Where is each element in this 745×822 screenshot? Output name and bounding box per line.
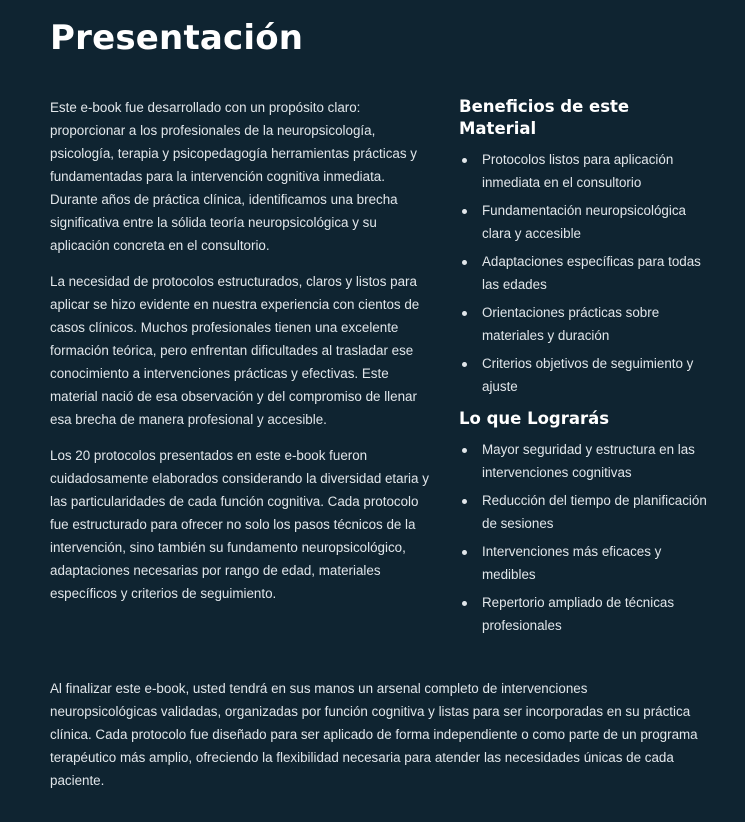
list-item: Fundamentación neuropsicológica clara y accesible — [459, 199, 709, 245]
list-item: Adaptaciones específicas para todas las edades — [459, 250, 709, 296]
benefits-list — [459, 148, 709, 398]
intro-paragraph-3: Los 20 protocolos presentados en este e-book fueron cuidadosamente elaborados considerando la diversidad etaria y las particularidades de cada función cognitiva. Cada protocolo fue estructurado para ofrecer no solo los pasos técnicos de la intervención, sino también su fundamento neuropsicológico, adaptaciones necesarias por rango de edad, materiales específicos y criterios de seguimiento. — [50, 448, 429, 601]
intro-paragraph-1: Este e-book fue desarrollado con un propósito claro: proporcionar a los profesionales de la neuropsicología, psicología, terapia y psicopedagogía herramientas prácticas y fundamentadas para la intervención cognitiva inmediata. Durante años de práctica clínica, identificamos una brecha significativa entre la sólida teoría neuropsicológica y su aplicación concreta en el consultorio. — [50, 100, 417, 253]
list-item: Intervenciones más eficaces y medibles — [459, 540, 709, 586]
list-item: Repertorio ampliado de técnicas profesionales — [459, 591, 709, 637]
intro-column — [50, 96, 432, 618]
list-item: Reducción del tiempo de planificación de sesiones — [459, 489, 709, 535]
page-title: Presentación — [50, 18, 304, 58]
achievements-heading: Lo que Lograrás — [459, 409, 610, 428]
benefits-heading: Beneficios de este Material — [459, 97, 630, 138]
sidebar-column — [459, 96, 709, 647]
list-item: Mayor seguridad y estructura en las intervenciones cognitivas — [459, 438, 709, 484]
achievements-list — [459, 438, 709, 637]
intro-paragraph-2: La necesidad de protocolos estructurados, claros y listos para aplicar se hizo evidente en nuestra experiencia con cientos de casos clínicos. Muchos profesionales tienen una excelente formación teórica, pero enfrentan dificultades al trasladar ese conocimiento a intervenciones prácticas y efectivas. Este material nació de esa observación y del compromiso de llenar esa brecha de manera profesional y accesible. — [50, 274, 420, 427]
list-item: Protocolos listos para aplicación inmediata en el consultorio — [459, 148, 709, 194]
list-item: Criterios objetivos de seguimiento y ajuste — [459, 352, 709, 398]
closing-paragraph: Al finalizar este e-book, usted tendrá en sus manos un arsenal completo de intervenciones neuropsicológicas validadas, organizadas por función cognitiva y listas para ser incorporadas en su práctica clínica. Cada protocolo fue diseñado para ser aplicado de forma independiente o como parte de un programa terapéutico más amplio, ofreciendo la flexibilidad necesaria para atender las necesidades únicas de cada paciente. — [50, 681, 698, 788]
list-item: Orientaciones prácticas sobre materiales y duración — [459, 301, 709, 347]
